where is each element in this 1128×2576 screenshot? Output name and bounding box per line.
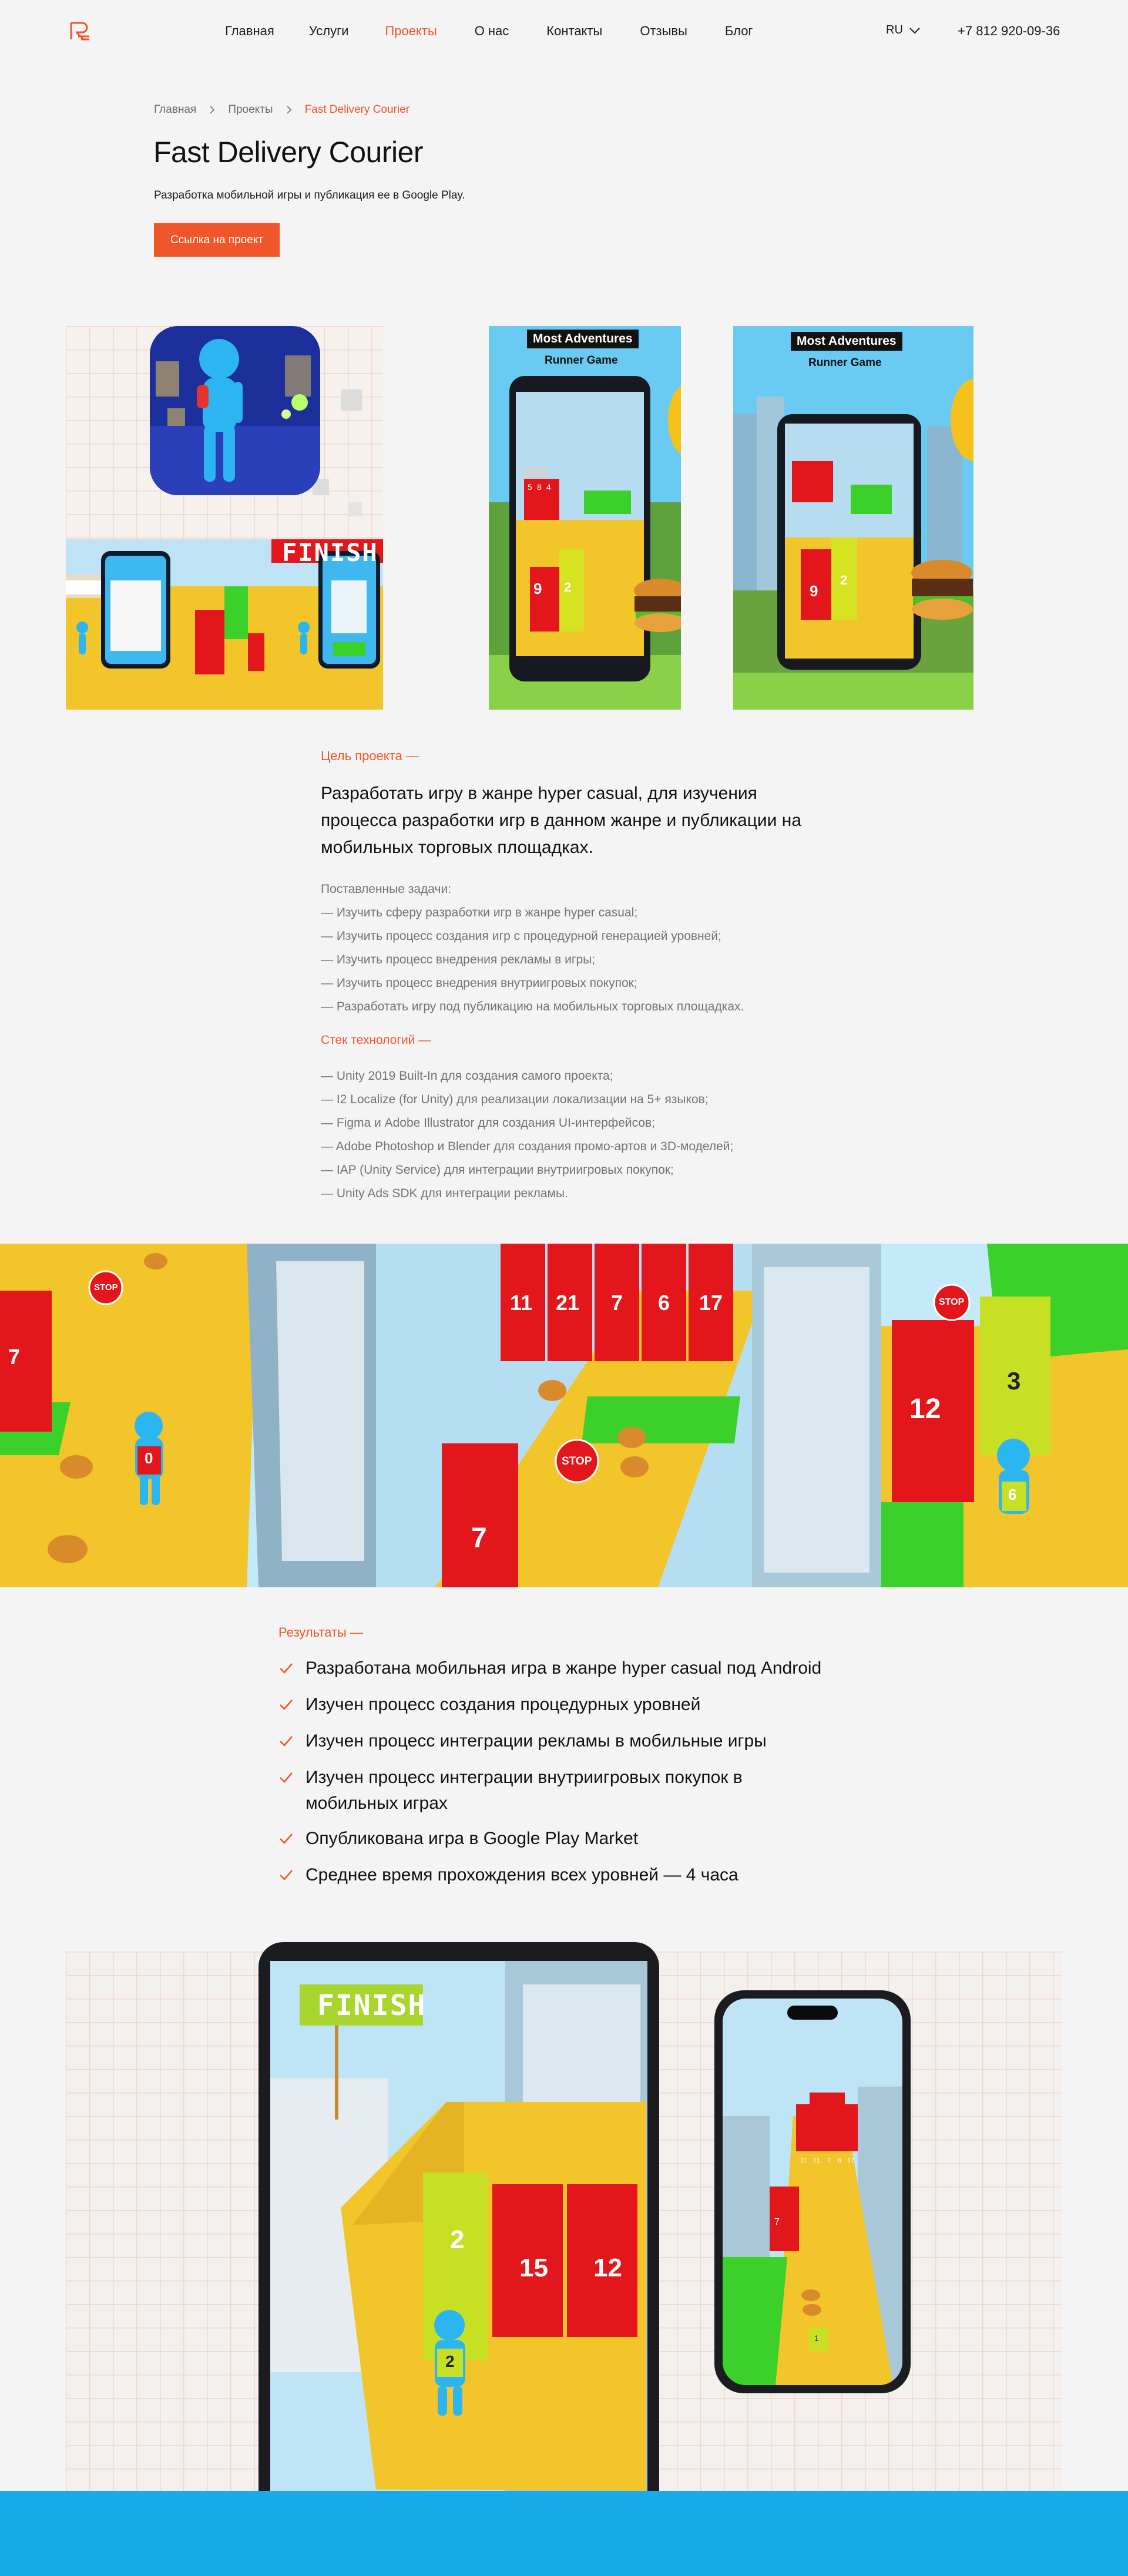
gallery-app-icon-tile: [66, 326, 383, 540]
promo-2-subtitle: Runner Game: [808, 357, 882, 369]
page-title: Fast Delivery Courier: [153, 136, 424, 169]
stack-item: — Unity 2019 Built-In для создания самого проекта;: [321, 1069, 613, 1083]
block-num: 3: [1007, 1367, 1021, 1395]
phone-block-num: 17: [847, 2157, 855, 2164]
decor-squares: [348, 502, 362, 516]
promo-1-subtitle: Runner Game: [545, 354, 618, 367]
runner-num: 6: [1008, 1486, 1017, 1503]
phone-screen: [723, 1999, 902, 2385]
decor-squares: [341, 389, 362, 411]
tablet-block-num: 12: [593, 2253, 622, 2282]
stack-list: [321, 1064, 733, 1205]
phone-block-num: 11: [800, 2157, 807, 2164]
tablet-mockup: [258, 1942, 659, 2491]
phone-block-num: 7: [827, 2157, 831, 2164]
result-text: Изучен процесс создания процедурных уровней: [306, 1695, 701, 1714]
chevron-right-icon: [209, 105, 215, 115]
stack-item: — Adobe Photoshop и Blender для создания промо-артов и 3D-моделей;: [321, 1140, 734, 1153]
tasks-list: [321, 878, 744, 1019]
task-item: — Изучить сферу разработки игр в жанре hyper casual;: [321, 906, 638, 919]
nav-services[interactable]: Услуги: [308, 23, 349, 38]
promo-1-num-2: 2: [564, 580, 572, 595]
tablet-runner-num: 2: [445, 2352, 455, 2370]
promo-1-illustration: [489, 326, 681, 710]
site-header: [0, 0, 1128, 63]
result-item: [278, 1862, 821, 1889]
result-text: Изучен процесс интеграции внутриигровых покупок в мобильных играх: [306, 1768, 743, 1813]
breadcrumb-home[interactable]: Главная: [154, 103, 197, 116]
block-num: 17: [699, 1291, 723, 1315]
tablet-block-num: 15: [519, 2253, 548, 2282]
gallery-screens-tile: [66, 539, 383, 710]
block-num: 11: [510, 1291, 533, 1315]
phone-block-num: 21: [813, 2157, 821, 2164]
phone-runner-num: 1: [814, 2333, 819, 2343]
goal-text: Разработать игру в жанре hyper casual, для изучения процесса разработки игр в данном жанре и публикации на мобильных торговых площадках.: [321, 784, 801, 857]
tasks-title: Поставленные задачи:: [321, 882, 452, 896]
tablet-finish-banner: FINISH: [317, 1989, 427, 2022]
stop-sign-text: STOP: [562, 1455, 592, 1467]
block-num: 7: [8, 1345, 21, 1369]
nav-about[interactable]: О нас: [474, 23, 509, 38]
block-num: 7: [611, 1291, 623, 1315]
finish-banner: FINISH: [282, 539, 378, 567]
promo-2-num-2: 2: [840, 573, 848, 587]
task-item: — Изучить процесс внедрения рекламы в игры;: [321, 953, 596, 966]
check-icon: [278, 1765, 306, 1792]
result-item: [278, 1765, 821, 1816]
main-nav: [225, 22, 790, 40]
promo-1-small-5: 5: [528, 482, 532, 492]
app-icon-illustration: [150, 326, 320, 495]
chevron-right-icon: [286, 105, 292, 115]
nav-projects[interactable]: Проекты: [385, 23, 437, 38]
nav-home[interactable]: Главная: [225, 23, 274, 38]
phone-link[interactable]: +7 812 920-09-36: [958, 23, 1060, 38]
nav-contacts[interactable]: Контакты: [546, 23, 603, 38]
stack-label: Стек технологий —: [321, 1033, 431, 1047]
stack-item: — Figma и Adobe Illustrator для создания UI-интерфейсов;: [321, 1116, 656, 1130]
result-item: [278, 1692, 821, 1719]
footer-band: [0, 2491, 1128, 2576]
result-item: [278, 1826, 821, 1853]
phone-mockup: [714, 1990, 911, 2393]
check-icon: [278, 1728, 306, 1755]
language-select[interactable]: [886, 23, 921, 37]
block-num: 21: [556, 1291, 580, 1315]
project-link-button[interactable]: Ссылка на проект: [154, 223, 280, 257]
runner-num: 0: [145, 1449, 153, 1467]
chevron-down-icon: [909, 27, 921, 34]
check-icon: [278, 1692, 306, 1719]
result-text: Изучен процесс интеграции рекламы в мобильные игры: [306, 1731, 767, 1751]
check-icon: [278, 1826, 306, 1853]
promo-1-small-4: 4: [546, 482, 551, 492]
block-num: 12: [909, 1393, 941, 1425]
promo-1-title: Most Adventures: [527, 330, 639, 348]
language-label: RU: [886, 23, 903, 36]
check-icon: [278, 1862, 306, 1889]
gameplay-banner: [0, 1244, 1128, 1587]
logo-icon[interactable]: [69, 21, 90, 41]
task-item: — Изучить процесс создания игр с процедурной генерацией уровней;: [321, 929, 721, 943]
results-list: [278, 1655, 821, 1899]
nav-reviews[interactable]: Отзывы: [640, 23, 687, 38]
nav-blog[interactable]: Блог: [724, 23, 753, 38]
promo-1-small-8: 8: [537, 482, 542, 492]
breadcrumb: [154, 103, 409, 116]
goal-label: Цель проекта —: [321, 748, 419, 763]
result-item: [278, 1655, 821, 1682]
task-item: — Изучить процесс внедрения внутриигровых покупок;: [321, 976, 637, 990]
results-label: Результаты —: [278, 1625, 363, 1640]
promo-1-num-9: 9: [533, 580, 542, 597]
breadcrumb-current: Fast Delivery Courier: [304, 103, 410, 116]
task-item: — Разработать игру под публикацию на мобильных торговых площадках.: [321, 1000, 744, 1013]
phone-block-num: 6: [838, 2157, 842, 2164]
stack-item: — I2 Localize (for Unity) для реализации локализации на 5+ языков;: [321, 1093, 709, 1106]
gallery-promo-1: [489, 326, 681, 710]
gallery-promo-2: [733, 326, 973, 710]
result-text: Среднее время прохождения всех уровней — 4 часа: [306, 1865, 738, 1885]
tablet-block-num: 2: [450, 2225, 465, 2254]
block-num: 7: [471, 1523, 487, 1554]
phone-block-num: 7: [774, 2217, 780, 2227]
breadcrumb-projects[interactable]: Проекты: [228, 103, 273, 116]
block-num: 6: [658, 1291, 670, 1315]
stack-item: — Unity Ads SDK для интеграции рекламы.: [321, 1187, 568, 1200]
stop-sign-text: STOP: [94, 1282, 118, 1292]
result-text: Опубликована игра в Google Play Market: [306, 1829, 639, 1848]
result-item: [278, 1728, 821, 1755]
stop-sign-text: STOP: [939, 1297, 965, 1307]
promo-2-num-9: 9: [810, 582, 818, 600]
result-text: Разработана мобильная игра в жанре hyper casual под Android: [306, 1658, 822, 1678]
stack-item: — IAP (Unity Service) для интеграции внутриигровых покупок;: [321, 1163, 674, 1177]
promo-2-title: Most Adventures: [791, 332, 902, 351]
check-icon: [278, 1655, 306, 1682]
page-subtitle: Разработка мобильной игры и публикация ее в Google Play.: [154, 189, 465, 201]
promo-2-illustration: [733, 326, 973, 710]
